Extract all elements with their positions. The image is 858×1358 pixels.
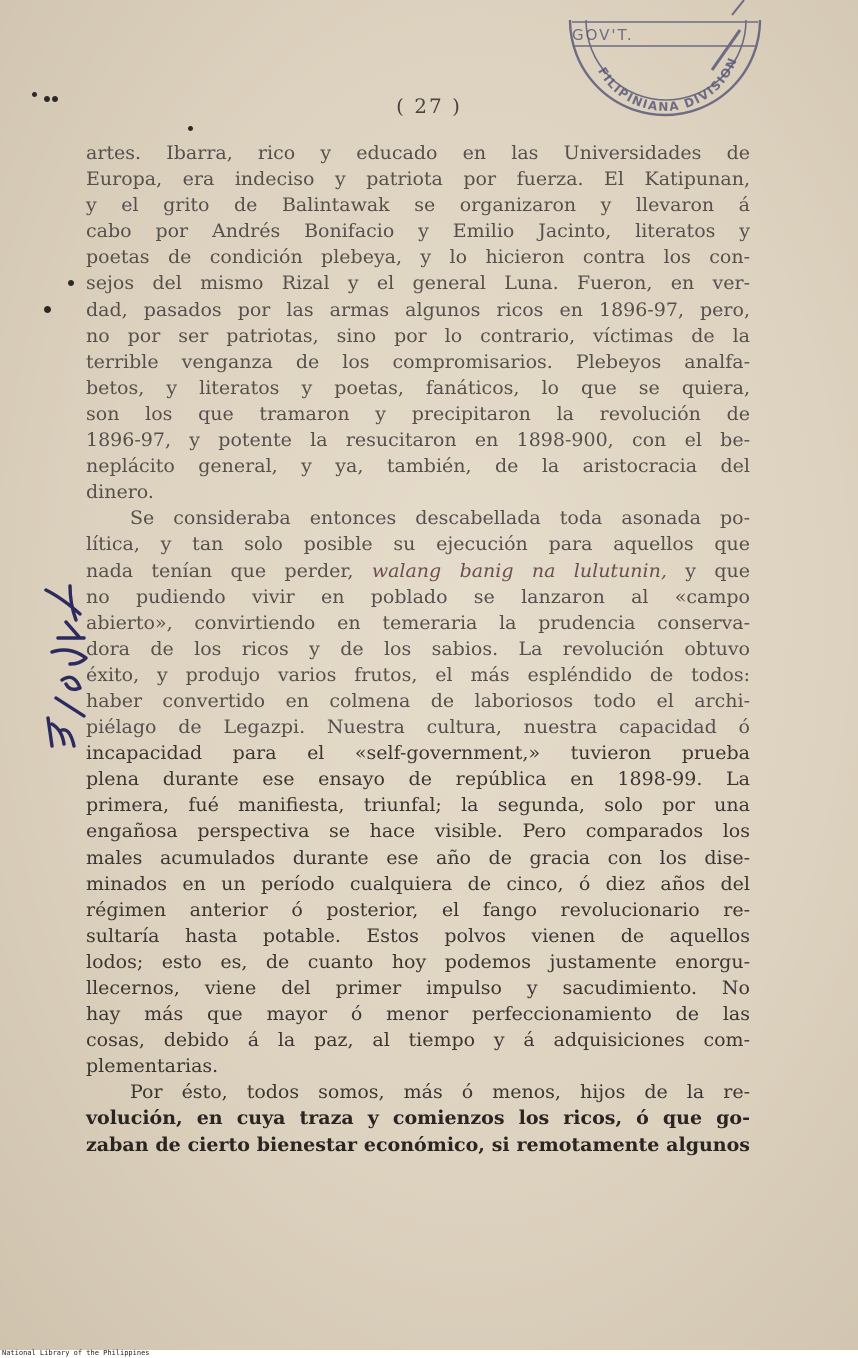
text-line-with-tagalog-phrase bbox=[86, 558, 750, 584]
text-line: y el grito de Balintawak se organizaron y llevaron á bbox=[86, 194, 750, 217]
margin-dot bbox=[44, 96, 50, 102]
text-line: hay más que mayor ó menor perfeccionamiento de las bbox=[86, 1003, 750, 1026]
text-line: no pudiendo vivir en poblado se lanzaron al «campo bbox=[86, 585, 750, 608]
text-line: engañosa perspectiva se hace visible. Pero comparados los bbox=[86, 820, 750, 843]
text-line: piélago de Legazpi. Nuestra cultura, nuestra capacidad ó bbox=[86, 716, 750, 739]
stamp-arc-text: FILIPINIANA DIVISION bbox=[595, 54, 741, 114]
margin-dot bbox=[32, 92, 37, 97]
text-line: haber convertido en colmena de laboriosos todo el archi- bbox=[86, 689, 750, 712]
text-line: poetas de condición plebeya, y lo hicieron contra los con- bbox=[86, 246, 750, 269]
text-line: lítica, y tan solo posible su ejecución para aquellos que bbox=[86, 533, 750, 556]
library-credit: National Library of the Philippines bbox=[2, 1349, 150, 1357]
text-line: cabo por Andrés Bonifacio y Emilio Jacinto, literatos y bbox=[86, 220, 750, 243]
tagalog-phrase: walang banig na lulutunin, bbox=[371, 559, 667, 582]
text-line: neplácito general, y ya, también, de la aristocracia del bbox=[86, 455, 750, 478]
text-line: Se consideraba entonces descabellada toda asonada po- bbox=[130, 507, 750, 530]
text-line: males acumulados durante ese año de gracia con los dise- bbox=[86, 846, 750, 869]
body-text bbox=[86, 140, 750, 1158]
page-number: ( 27 ) bbox=[396, 94, 462, 118]
text-segment: nada tenían que perder, bbox=[86, 559, 372, 582]
margin-dot bbox=[188, 126, 193, 131]
text-line: no por ser patriotas, sino por lo contrario, víctimas de la bbox=[86, 324, 750, 347]
text-line: abierto», convirtiendo en temeraria la prudencia conserva- bbox=[86, 611, 750, 634]
text-line: dinero. bbox=[86, 481, 154, 504]
text-line: dora de los ricos y de los sabios. La revolución obtuvo bbox=[86, 637, 750, 660]
text-line: 1896-97, y potente la resucitaron en 1898-900, con el be- bbox=[86, 429, 750, 452]
text-line: plementarias. bbox=[86, 1055, 219, 1078]
text-line: llecernos, viene del primer impulso y sacudimiento. No bbox=[86, 977, 750, 999]
text-line: régimen anterior ó posterior, el fango revolucionario re- bbox=[86, 898, 750, 921]
margin-dot bbox=[68, 280, 74, 286]
text-line: incapacidad para el «self-government,» tuvieron prueba bbox=[86, 742, 750, 765]
margin-dot bbox=[44, 306, 51, 313]
text-segment: y que bbox=[666, 559, 750, 582]
text-line: sejos del mismo Rizal y el general Luna. Fueron, en ver- bbox=[86, 272, 750, 295]
margin-dot bbox=[52, 96, 58, 102]
text-line: son los que tramaron y precipitaron la revolución de bbox=[86, 402, 750, 425]
text-line: dad, pasados por las armas algunos ricos en 1896-97, pero, bbox=[86, 298, 750, 321]
text-line: éxito, y produjo varios frutos, el más espléndido de todos: bbox=[86, 663, 750, 686]
text-line: plena durante ese ensayo de república en 1898-99. La bbox=[86, 768, 750, 791]
text-line: zaban de cierto bienestar económico, si remotamente algunos bbox=[86, 1133, 750, 1156]
text-line: artes. Ibarra, rico y educado en las Universidades de bbox=[86, 142, 750, 164]
text-line: Por ésto, todos somos, más ó menos, hijos de la re- bbox=[130, 1081, 750, 1104]
text-line: terrible venganza de los compromisarios. Plebeyos analfa- bbox=[86, 350, 750, 373]
text-line: primera, fué manifiesta, triunfal; la segunda, solo por una bbox=[86, 794, 750, 817]
text-line: lodos; esto es, de cuanto hoy podemos justamente enorgu- bbox=[86, 950, 750, 973]
text-line: betos, y literatos y poetas, fanáticos, lo que se quiera, bbox=[86, 376, 750, 399]
text-line: volución, en cuya traza y comienzos los ricos, ó que go- bbox=[86, 1107, 750, 1130]
text-line: cosas, debido á la paz, al tiempo y á adquisiciones com- bbox=[86, 1029, 750, 1052]
text-line: Europa, era indeciso y patriota por fuerza. El Katipunan, bbox=[86, 168, 750, 191]
text-line: sultaría hasta potable. Estos polvos vienen de aquellos bbox=[86, 924, 750, 947]
stamp-govt-text: GOV'T. bbox=[572, 26, 634, 44]
text-line: minados en un período cualquiera de cinco, ó diez años del bbox=[86, 872, 750, 895]
